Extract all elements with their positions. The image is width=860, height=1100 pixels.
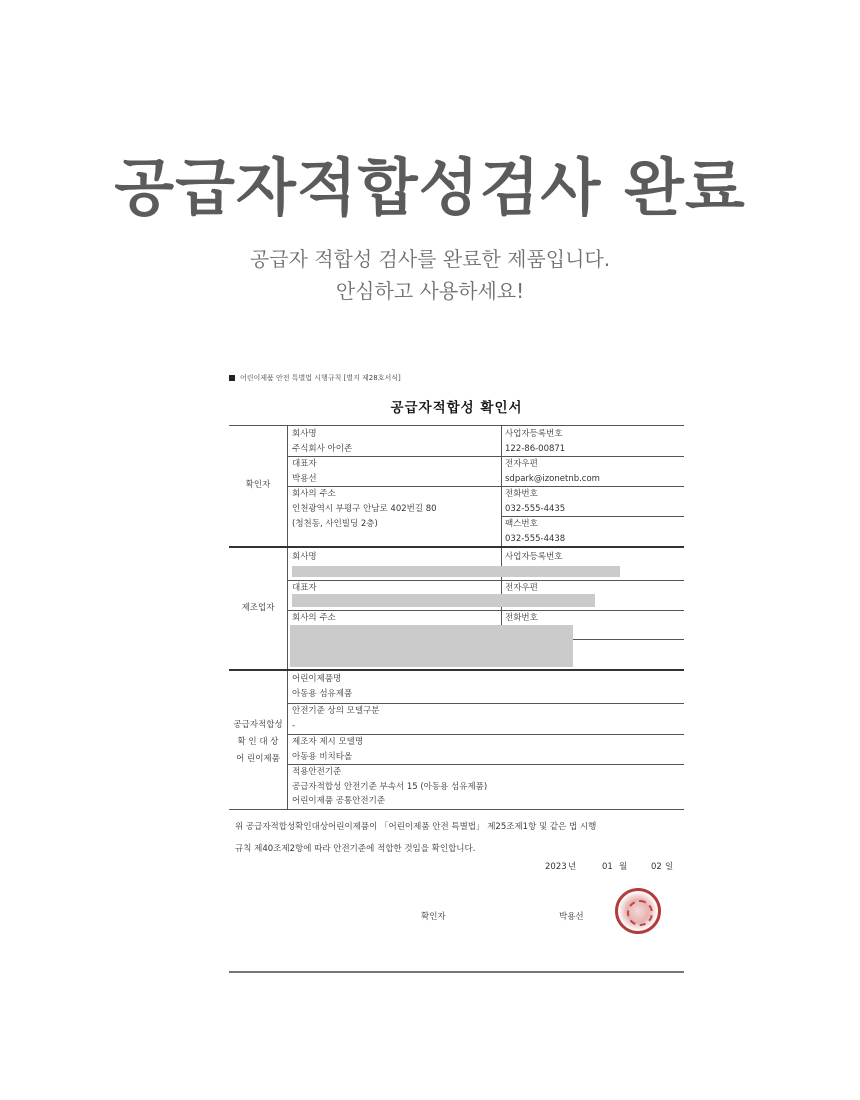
- mfr-company-name-label: 회사명: [292, 552, 317, 562]
- manufacturer-section-label: 제조업자: [241, 603, 275, 613]
- mfr-phone-label: 전화번호: [505, 613, 538, 623]
- mfr-ceo-label: 대표자: [292, 583, 317, 593]
- biz-no-value: 122-86-00871: [505, 444, 566, 454]
- date-day: 02: [651, 862, 662, 872]
- address-line2: (청천동, 사인빌딩 2층): [292, 519, 378, 529]
- ceo-value: 박용선: [292, 474, 317, 484]
- mfr-address-label: 회사의 주소: [292, 613, 336, 623]
- section-divider: [229, 546, 684, 548]
- form-reference: [229, 373, 401, 383]
- redacted-block: [292, 594, 595, 607]
- row-divider: [287, 456, 684, 457]
- redacted-block: [290, 625, 573, 667]
- standard-line1: 공급자적합성 안전기준 부속서 15 (아동용 섬유제품): [292, 782, 488, 792]
- company-seal-stamp: [615, 888, 661, 934]
- standard-line2: 어린이제품 공통안전기준: [292, 796, 386, 806]
- date-month-unit: 월: [619, 862, 628, 872]
- certificate-document: [229, 368, 684, 978]
- document-title: 공급자적합성 확인서: [390, 400, 523, 416]
- document-bottom-border: [229, 971, 684, 973]
- product-section-label-line1: 공급자적합성: [233, 720, 283, 730]
- date-year: 2023: [545, 862, 567, 872]
- product-section-label-line3: 어 린이제품: [236, 754, 280, 764]
- signer-name: 박용선: [559, 912, 584, 922]
- declaration-line2: 규칙 제40조제2항에 따라 안전기준에 적합한 것임을 확인합니다.: [235, 844, 476, 854]
- hero-subtitle-line2: 안심하고 사용하세요!: [335, 279, 525, 303]
- model-class-label: 안전기준 상의 모델구분: [292, 706, 380, 716]
- section-divider: [229, 669, 684, 671]
- phone-label: 전화번호: [505, 489, 538, 499]
- product-name-label: 어린이제품명: [292, 674, 342, 684]
- fax-value: 032-555-4438: [505, 534, 566, 544]
- hero-subtitle-line1: 공급자 적합성 검사를 완료한 제품입니다.: [249, 247, 611, 271]
- date-month: 01: [602, 862, 613, 872]
- mfr-biz-no-label: 사업자등록번호: [505, 552, 563, 562]
- biz-no-label: 사업자등록번호: [505, 429, 563, 439]
- standard-label: 적용안전기준: [292, 767, 342, 777]
- table-bottom-border: [229, 809, 684, 810]
- date-year-unit: 년: [568, 862, 577, 872]
- ceo-label: 대표자: [292, 459, 317, 469]
- date-day-unit: 일: [665, 862, 674, 872]
- row-divider: [501, 516, 684, 517]
- row-divider: [287, 764, 684, 765]
- model-name-value: 아동용 비치타올: [292, 752, 353, 762]
- row-divider: [287, 486, 684, 487]
- product-section-label-line2: 확 인 대 상: [237, 737, 279, 747]
- signer-label: 확인자: [421, 912, 446, 922]
- row-divider: [287, 703, 684, 704]
- fax-label: 팩스번호: [505, 519, 538, 529]
- hero-title: 공급자적합성검사 완료: [114, 151, 746, 224]
- phone-value: 032-555-4435: [505, 504, 566, 514]
- table-top-border: [229, 425, 684, 426]
- address-line1: 인천광역시 부평구 안남로 402번길 80: [292, 504, 437, 514]
- row-divider: [287, 610, 684, 611]
- square-bullet-icon: [229, 375, 235, 381]
- declaration-line1: 위 공급자적합성확인대상어린이제품이 「어린이제품 안전 특별법」 제25조제1항 및 같은 법 시행: [235, 822, 597, 832]
- label-column-divider: [287, 425, 288, 809]
- address-label: 회사의 주소: [292, 489, 336, 499]
- row-divider: [287, 734, 684, 735]
- model-class-value: -: [292, 721, 296, 731]
- confirmer-section-label: 확인자: [245, 480, 271, 490]
- company-name-value: 주식회사 아이존: [292, 444, 353, 454]
- company-name-label: 회사명: [292, 429, 317, 439]
- product-name-value: 아동용 섬유제품: [292, 689, 353, 699]
- redacted-block: [292, 566, 620, 577]
- mfr-email-label: 전자우편: [505, 583, 538, 593]
- row-divider: [287, 580, 684, 581]
- email-label: 전자우편: [505, 459, 538, 469]
- form-reference-text: 어린이제품 안전 특별법 시행규칙 [별지 제28호서식]: [240, 374, 401, 382]
- email-value: sdpark@izonetnb.com: [505, 474, 600, 484]
- model-name-label: 제조자 제시 모델명: [292, 737, 364, 747]
